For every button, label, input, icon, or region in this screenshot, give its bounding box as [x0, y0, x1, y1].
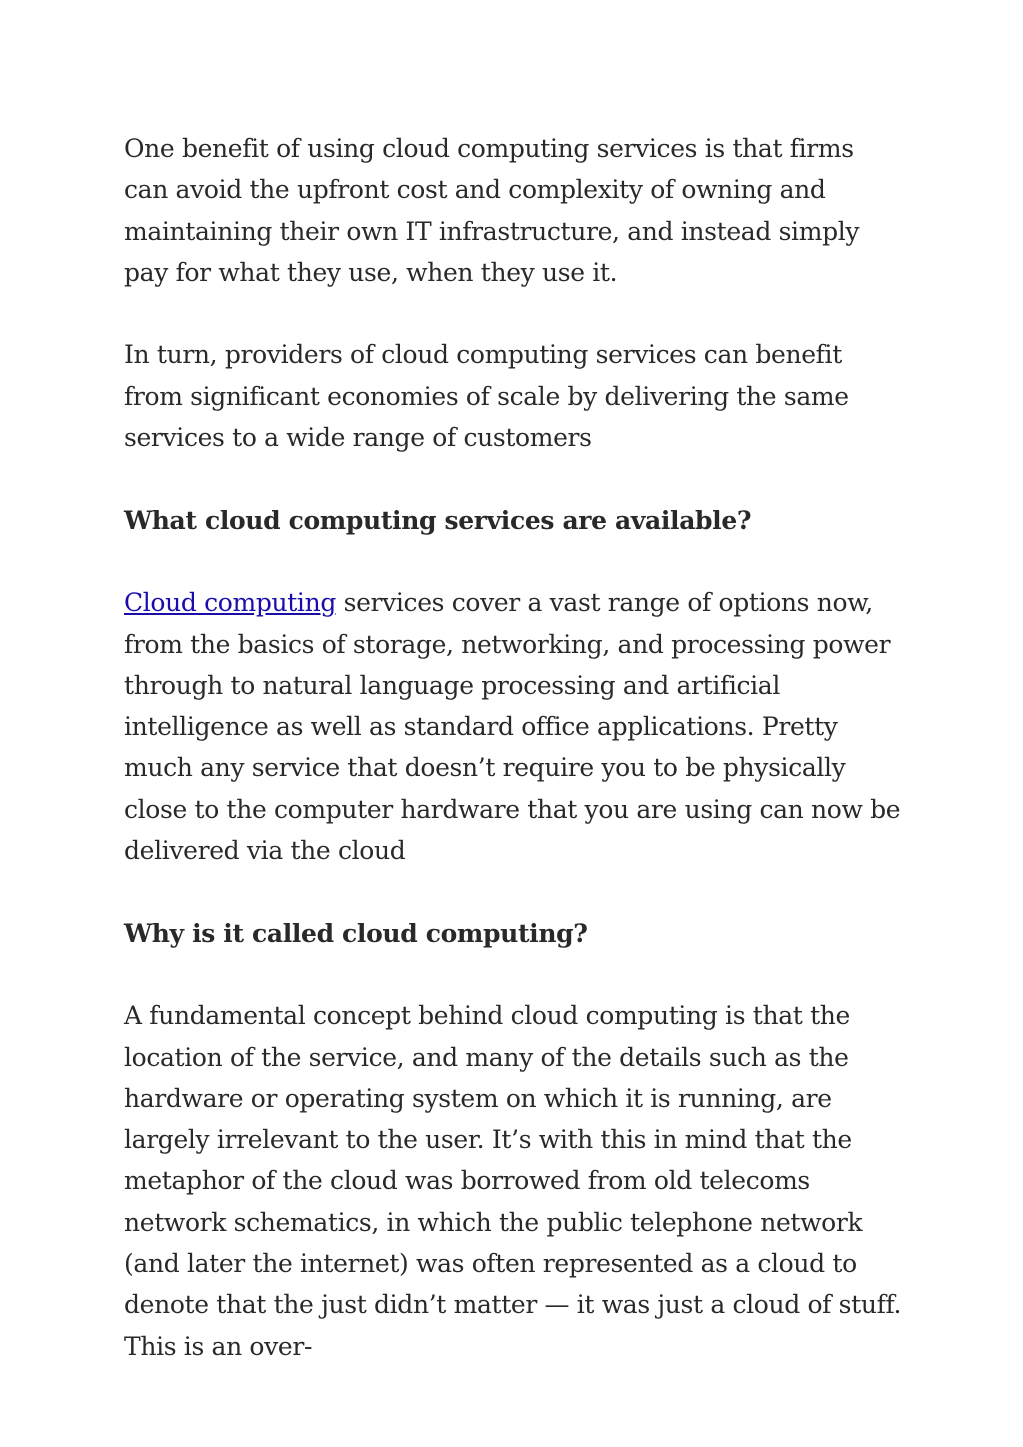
heading-why-called-cloud: Why is it called cloud computing? — [124, 918, 588, 948]
paragraph-concept: A fundamental concept behind cloud computing is that the location of the service, and many of the details such as the hardware or operating system on which it is running, are largely irrelevant to the user. It’s with this in mind that the metaphor of the cloud was borrowed from old telecoms network schematics, in which the public telephone network (and later the internet) was often represented as a cloud to denote that the just didn’t matter — it was just a cloud of stuff. This is an over- — [124, 1001, 902, 1361]
article-body — [124, 128, 904, 1408]
heading-services-available: What cloud computing services are available? — [124, 505, 752, 535]
paragraph-services — [124, 582, 904, 871]
paragraph-benefits: One benefit of using cloud computing services is that firms can avoid the upfront cost and complexity of owning and maintaining their own IT infrastructure, and instead simply pay for what they use, when they use it. — [124, 134, 860, 287]
paragraph-providers: In turn, providers of cloud computing services can benefit from significant economies of scale by delivering the same services to a wide range of customers — [124, 340, 849, 453]
paragraph-services-text: services cover a vast range of options now, from the basics of storage, networking, and processing power through to natural language processing and artificial intelligence as well as standard office applications. Pretty much any service that doesn’t require you to be physically close to the computer hardware that you are using can now be delivered via the cloud — [124, 588, 901, 866]
cloud-computing-link[interactable]: Cloud computing — [124, 588, 336, 618]
